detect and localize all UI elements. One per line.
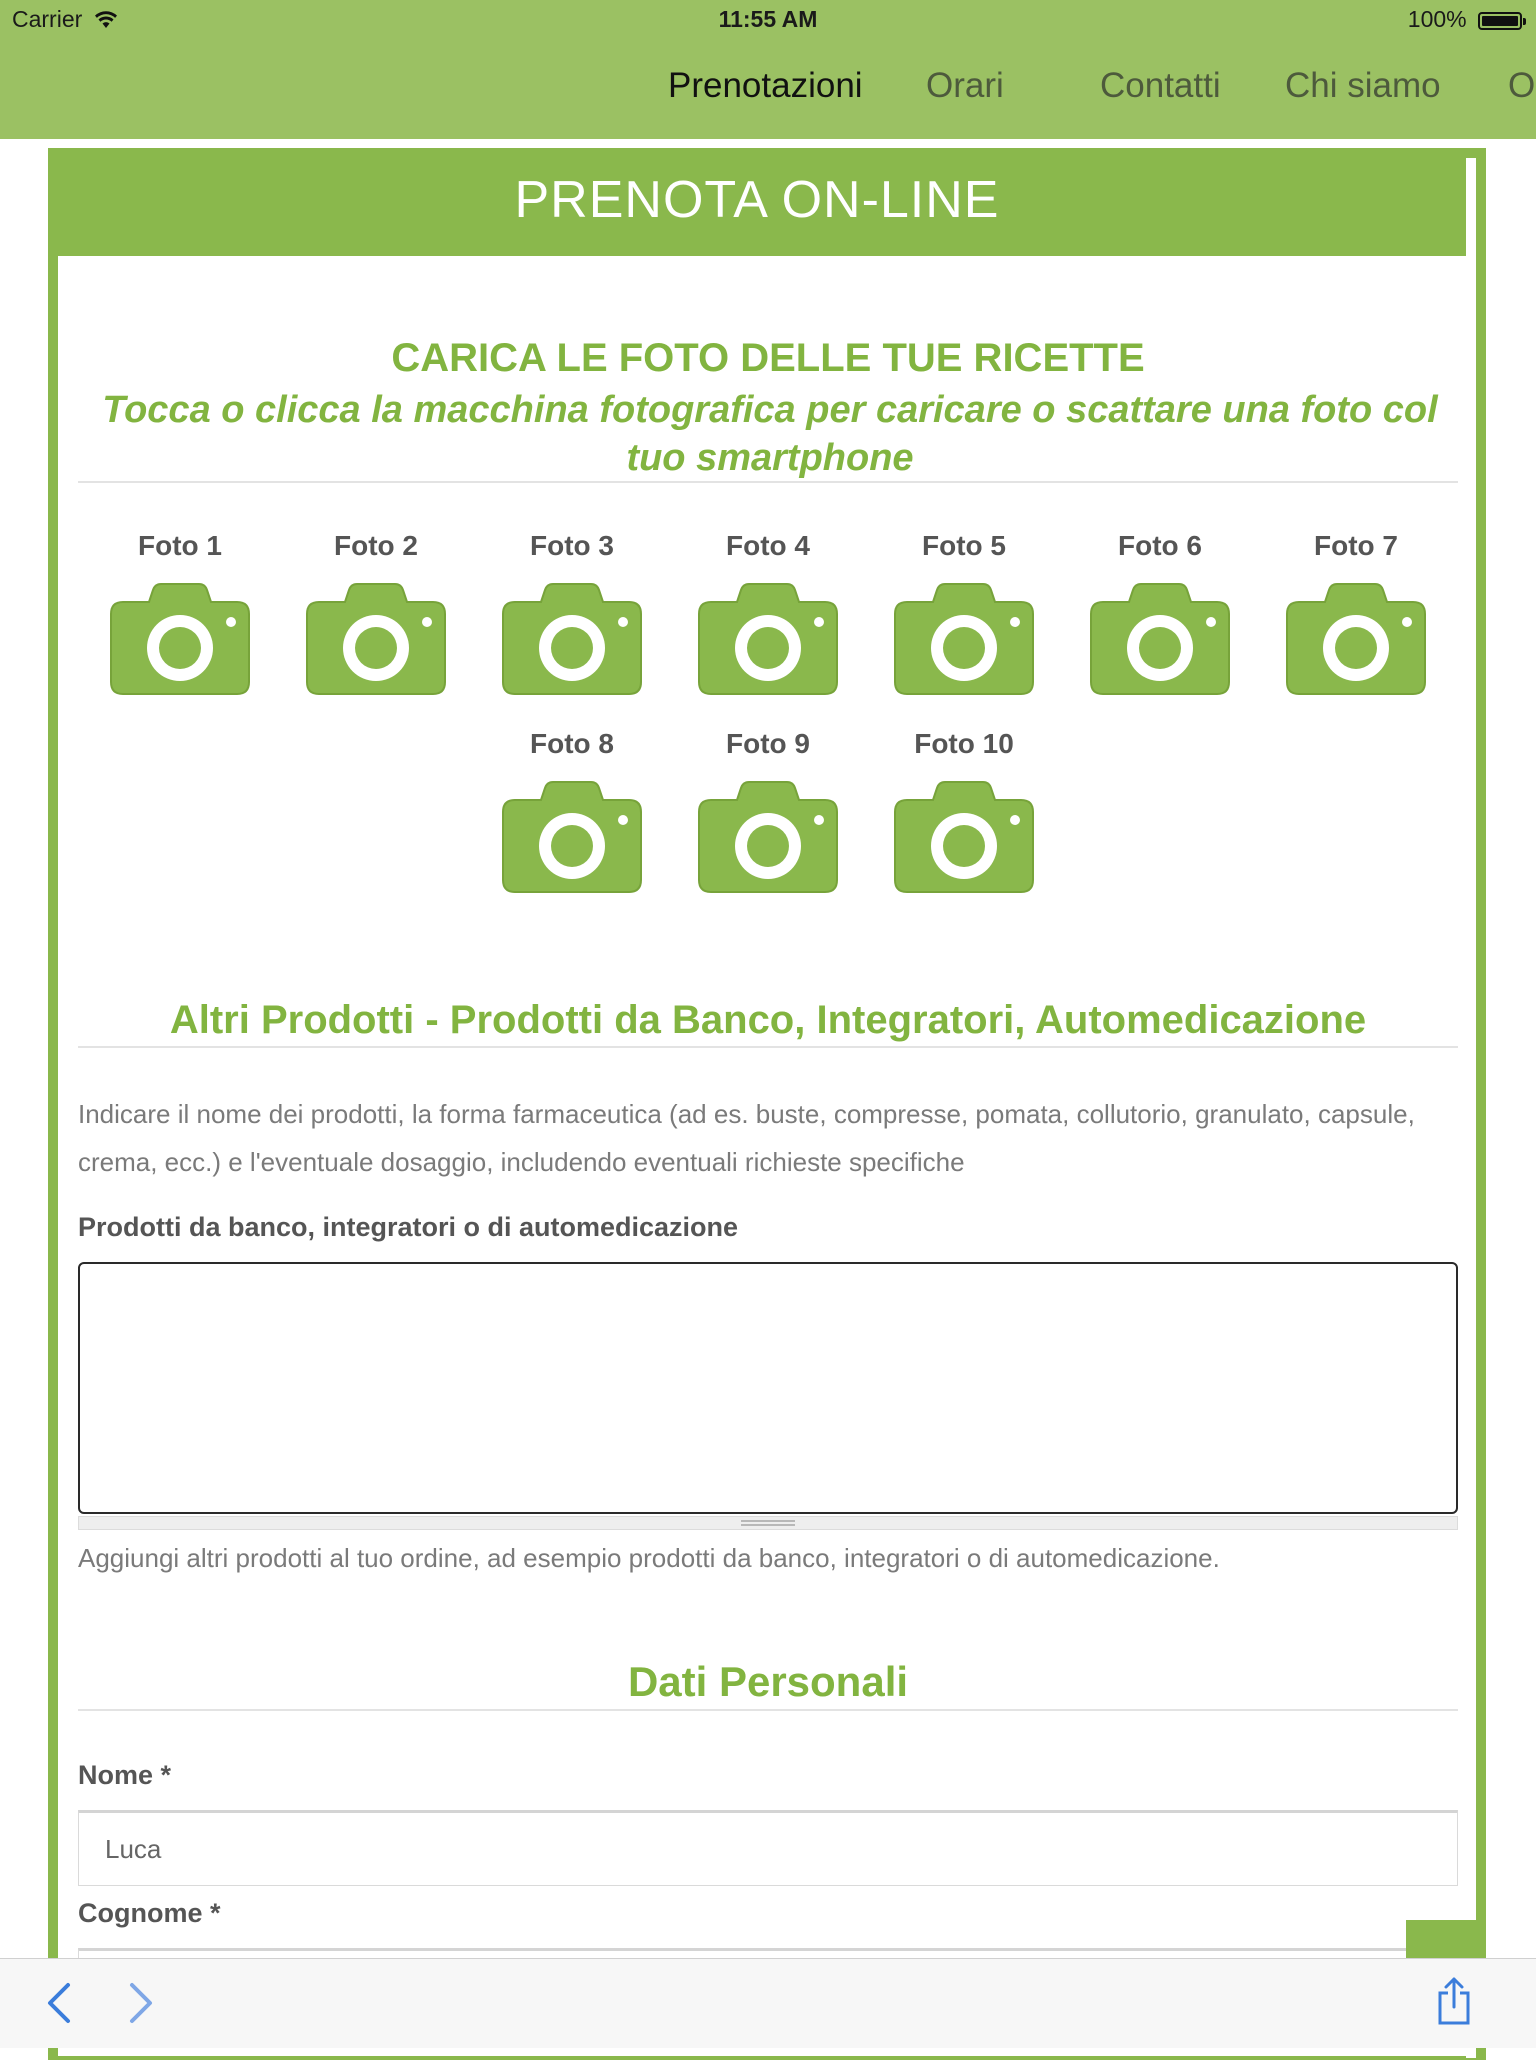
products-field-help: Aggiungi altri prodotti al tuo ordine, ad esempio prodotti da banco, integratori o di automedicazione. [78,1543,1220,1573]
personal-data-title: Dati Personali [627,1658,909,1705]
wifi-icon [95,11,117,29]
share-icon [1434,1975,1474,2027]
photo-label: Foto 3 [530,530,614,561]
photo-label: Foto 5 [922,530,1006,561]
photo-label: Foto 6 [1118,530,1202,561]
required-mark: * [160,1760,172,1790]
nome-label [78,1760,171,1791]
photo-upload-10[interactable] [866,728,1062,894]
photo-label: Foto 2 [334,530,418,561]
camera-icon [109,582,251,696]
chevron-left-icon [40,1979,80,2029]
nome-label-text: Nome [78,1760,154,1790]
forward-button[interactable] [120,1979,160,2034]
status-battery [1408,6,1522,33]
photo-label: Foto 10 [914,728,1014,759]
camera-icon [893,780,1035,894]
main-nav [0,66,1536,116]
grip-icon [741,1520,795,1526]
other-products-title: Altri Prodotti - Prodotti da Banco, Integratori, Automedicazione [169,998,1367,1042]
photo-label: Foto 9 [726,728,810,759]
browser-toolbar [0,1958,1536,2048]
products-field-label: Prodotti da banco, integratori o di automedicazione [78,1212,739,1242]
photo-label: Foto 8 [530,728,614,759]
cognome-label [78,1898,221,1929]
upload-subtitle: Tocca o clicca la macchina fotografica per caricare o scattare una foto col tuo smartphone [102,389,1438,479]
photo-label: Foto 7 [1314,530,1398,561]
battery-icon [1478,12,1522,30]
required-mark: * [210,1898,221,1928]
photo-upload-7[interactable] [1258,530,1454,696]
camera-icon [1285,582,1427,696]
other-products-instructions: Indicare il nome dei prodotti, la forma farmaceutica (ad es. buste, compresse, pomata, collutorio, granulato, capsule, crema, ecc.) e l'eventuale dosaggio, includendo eventuali richieste specifiche [78,1099,1415,1177]
nav-orari[interactable]: Orari [926,66,1004,105]
top-bar [0,0,1536,139]
nav-prenotazioni[interactable]: Prenotazioni [668,66,863,105]
camera-icon [501,780,643,894]
photo-label: Foto 4 [726,530,810,561]
share-button[interactable] [1434,1975,1474,2032]
photo-upload-9[interactable] [670,728,866,894]
camera-icon [501,582,643,696]
products-textarea[interactable] [78,1262,1458,1514]
carrier-label: Carrier [12,6,83,32]
textarea-resize-handle[interactable] [78,1516,1458,1530]
nav-chi-siamo[interactable]: Chi siamo [1285,66,1441,105]
divider [78,1709,1458,1711]
camera-icon [893,582,1035,696]
status-time: 11:55 AM [718,6,818,32]
card-edge [1466,158,1476,2058]
camera-icon [697,582,839,696]
photo-upload-5[interactable] [866,530,1062,696]
status-carrier [12,6,117,33]
camera-icon [305,582,447,696]
chevron-right-icon [120,1979,160,2029]
camera-icon [1089,582,1231,696]
battery-percent: 100% [1407,6,1467,32]
photo-upload-8[interactable] [474,728,670,894]
back-button[interactable] [40,1979,80,2034]
divider [78,481,1458,483]
camera-icon [697,780,839,894]
photo-label: Foto 1 [138,530,222,561]
nav-overflow-item[interactable]: O [1508,66,1536,105]
photo-upload-1[interactable] [82,530,278,696]
photo-upload-4[interactable] [670,530,866,696]
nav-contatti[interactable]: Contatti [1100,66,1221,105]
nome-input[interactable] [78,1810,1458,1886]
photo-upload-6[interactable] [1062,530,1258,696]
photo-upload-3[interactable] [474,530,670,696]
card-title: PRENOTA ON-LINE [514,171,1000,229]
cognome-label-text: Cognome [78,1898,203,1928]
divider [78,1046,1458,1048]
upload-title: CARICA LE FOTO DELLE TUE RICETTE [391,336,1145,380]
photo-upload-2[interactable] [278,530,474,696]
